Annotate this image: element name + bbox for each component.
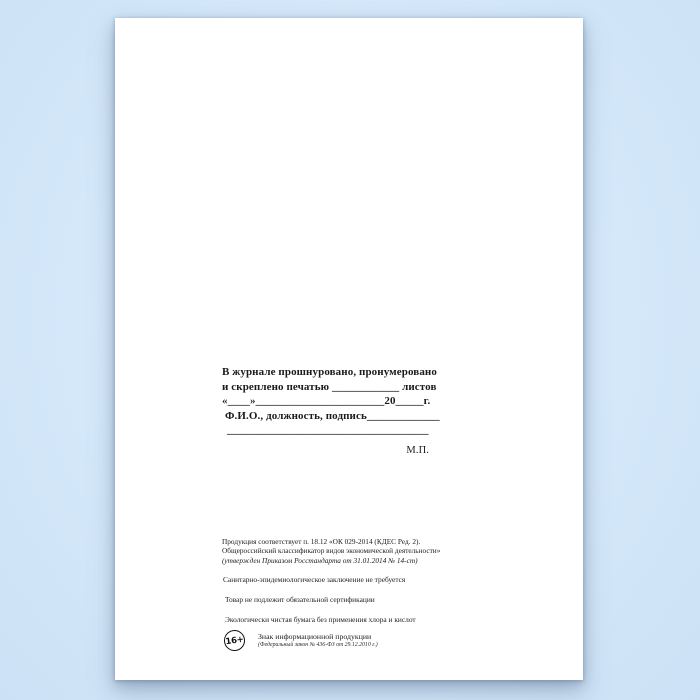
okved-line-2: Общероссийский классификатор видов экономической деятельности» [222,546,441,556]
age-mark-title: Знак информационной продукции [258,632,372,641]
okved-compliance-note [222,537,440,565]
stitch-line-3: «____»_______________________20_____г. [222,395,431,408]
stitch-line-2: и скреплено печатью ____________ листов [222,380,437,393]
age-mark-law: (Федеральный закон № 436-ФЗ от 29.12.2010 г.) [258,641,378,648]
signature-blank-line: ____________________________________ [227,424,429,437]
certification-note: Товар не подлежит обязательной сертификации [225,595,375,604]
stitch-line-1: В журнале прошнуровано, пронумеровано [222,366,437,378]
age-16plus-icon: 16+ [223,629,247,653]
sanitary-note: Санитарно-эпидемиологическое заключение не требуется [223,575,406,584]
stitch-certification-block [222,365,440,458]
age-mark-text [258,632,378,649]
journal-back-page [115,18,583,680]
stitch-line-4: Ф.И.О., должность, подпись_____________ [225,409,440,422]
seal-place-label: М.П. [406,444,429,456]
okved-line-3: (утвержден Приказом Росстандарта от 31.01.2014 № 14-ст) [222,555,418,565]
okved-line-1: Продукция соответствует п. 18.12 «ОК 029-2014 (КДЕС Ред. 2). [222,537,421,546]
age-mark-row [224,630,378,651]
eco-paper-note: Экологически чистая бумага без применения хлора и кислот [225,615,416,624]
